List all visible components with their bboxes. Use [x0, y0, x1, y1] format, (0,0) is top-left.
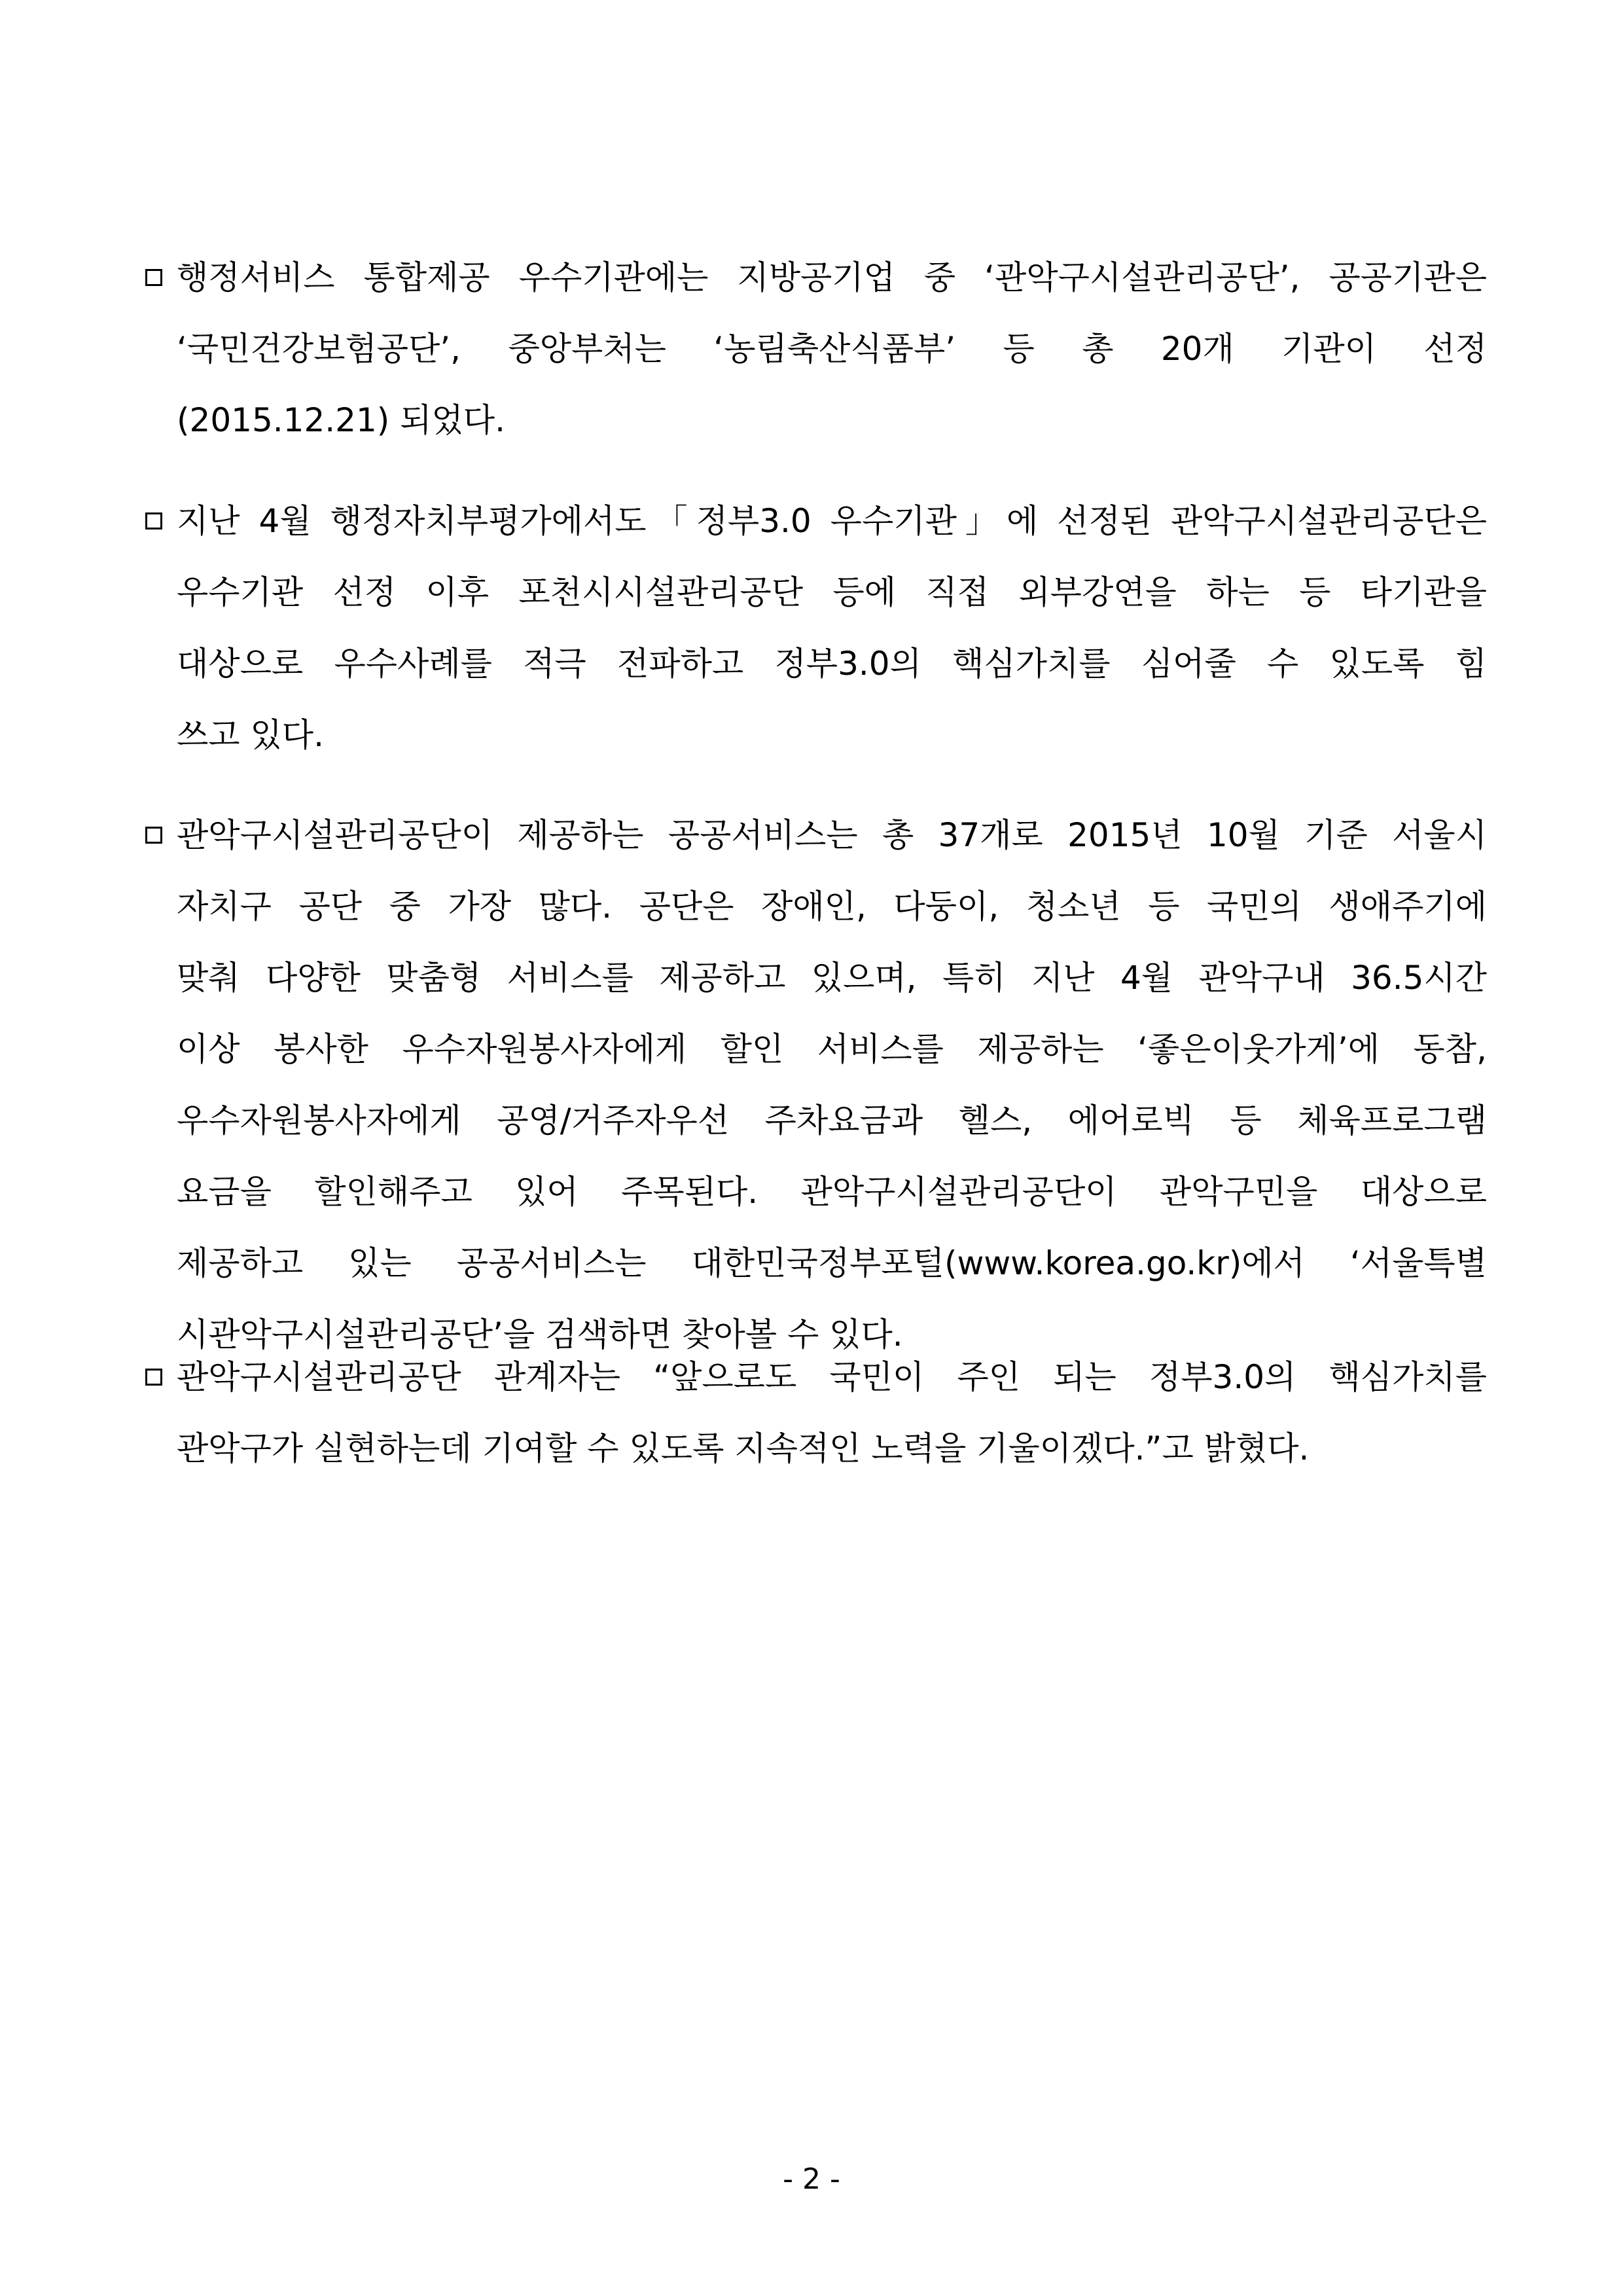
paragraph-line: 시관악구시설관리공단’을 검색하면 찾아볼 수 있다.: [177, 1316, 903, 1354]
paragraph-1: [145, 242, 1487, 456]
paragraph-line: 자치구 공단 중 가장 많다. 공단은 장애인, 다둥이, 청소년 등 국민의 생애주기에: [177, 888, 1487, 925]
paragraph-line: 관악구가 실현하는데 기여할 수 있도록 지속적인 노력을 기울이겠다.”고 밝혔다.: [177, 1429, 1310, 1467]
paragraph-line: 대상으로 우수사례를 적극 전파하고 정부3.0의 핵심가치를 심어줄 수 있도록 힘: [177, 645, 1487, 683]
square-bullet-icon: [145, 827, 162, 844]
paragraph-line: 행정서비스 통합제공 우수기관에는 지방공기업 중 ‘관악구시설관리공단’, 공공기관은: [145, 242, 1487, 314]
paragraph-2: [145, 486, 1487, 771]
paragraph-line: 관악구시설관리공단이 제공하는 공공서비스는 총 37개로 2015년 10월 기준 서울시: [145, 800, 1487, 871]
paragraph-line: 이상 봉사한 우수자원봉사자에게 할인 서비스를 제공하는 ‘좋은이웃가게’에 동참,: [177, 1030, 1487, 1068]
paragraph-line: 지난 4월 행정자치부평가에서도「정부3.0 우수기관」에 선정된 관악구시설관리공단은: [145, 486, 1487, 557]
paragraph-line: 맞춰 다양한 맞춤형 서비스를 제공하고 있으며, 특히 지난 4월 관악구내 36.5시간: [177, 959, 1487, 997]
paragraph-line: 제공하고 있는 공공서비스는 대한민국정부포털(www.korea.go.kr)에서 ‘서울특별: [177, 1244, 1487, 1282]
page-number: - 2 -: [783, 2162, 840, 2196]
paragraph-line: ‘국민건강보험공단’, 중앙부처는 ‘농림축산식품부’ 등 총 20개 기관이 선정: [177, 330, 1487, 368]
square-bullet-icon: [145, 269, 162, 286]
paragraph-line: 쓰고 있다.: [177, 716, 324, 754]
square-bullet-icon: [145, 512, 162, 529]
square-bullet-icon: [145, 1369, 162, 1386]
paragraph-3: [145, 800, 1487, 1371]
paragraph-line: 우수자원봉사자에게 공영/거주자우선 주차요금과 헬스, 에어로빅 등 체육프로그램: [177, 1102, 1487, 1139]
paragraph-line: (2015.12.21) 되었다.: [177, 401, 505, 439]
paragraph-line: 관악구시설관리공단 관계자는 “앞으로도 국민이 주인 되는 정부3.0의 핵심가치를: [145, 1342, 1487, 1413]
paragraph-line: 우수기관 선정 이후 포천시시설관리공단 등에 직접 외부강연을 하는 등 타기관을: [177, 573, 1487, 611]
paragraph-line: 요금을 할인해주고 있어 주목된다. 관악구시설관리공단이 관악구민을 대상으로: [177, 1173, 1487, 1211]
paragraph-4: [145, 1342, 1487, 1484]
